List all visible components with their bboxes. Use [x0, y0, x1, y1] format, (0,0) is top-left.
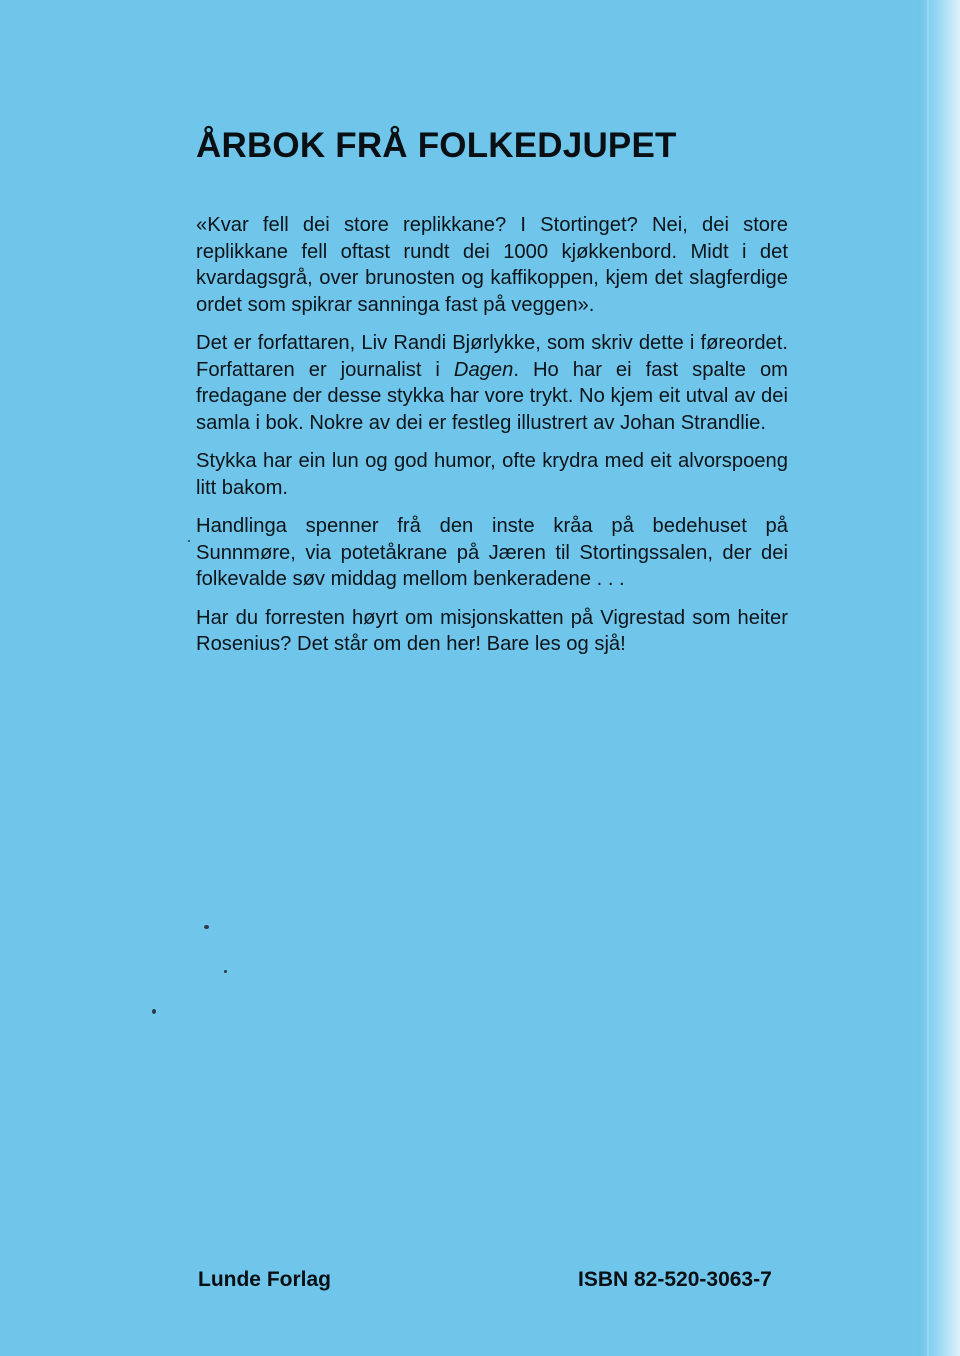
print-speck [204, 925, 209, 929]
print-speck [152, 1009, 156, 1014]
blurb-paragraph-author [196, 330, 788, 436]
author-text-start: Det er forfattaren, Liv Randi Bjørlykke, som skriv dette i føreordet. Forfattaren er journalist i [196, 332, 788, 381]
book-title: ÅRBOK FRÅ FOLKEDJUPET [196, 126, 677, 165]
isbn-number: ISBN 82-520-3063-7 [578, 1268, 772, 1291]
spine-fold-line [927, 0, 929, 1356]
print-speck [188, 540, 190, 542]
publisher-name: Lunde Forlag [198, 1268, 331, 1291]
blurb-paragraph-cat: Har du forresten høyrt om misjonskatten på Vigrestad som heiter Rosenius? Det står om den her! Bare les og sjå! [196, 606, 788, 655]
blurb-paragraph-quote: «Kvar fell dei store replikkane? I Stortinget? Nei, dei store replikkane fell oftast rundt dei 1000 kjøkkenbord. Midt i det kvardagsgrå, over brunosten og kaffikoppen, kjem det slagferdige ordet som spikrar sanninga fast på veggen». [196, 214, 788, 316]
newspaper-name: Dagen [453, 358, 514, 381]
blurb-paragraph-humor: Stykka har ein lun og god humor, ofte krydra med eit alvorspoeng litt bakom. [196, 450, 788, 499]
book-spine-edge [918, 0, 960, 1356]
blurb-paragraph-setting: Handlinga spenner frå den inste kråa på bedehuset på Sunnmøre, via potetåkrane på Jæren til Stortingssalen, der dei folkevalde søv middag mellom benkeradene . . . [196, 515, 788, 590]
blurb-text [196, 212, 788, 670]
print-speck [224, 970, 227, 973]
author-text-end: . Ho har ei fast spalte om fredagane der desse stykka har vore trykt. No kjem eit utval av dei samla i bok. Nokre av dei er festleg illustrert av Johan Strandlie. [196, 358, 788, 434]
